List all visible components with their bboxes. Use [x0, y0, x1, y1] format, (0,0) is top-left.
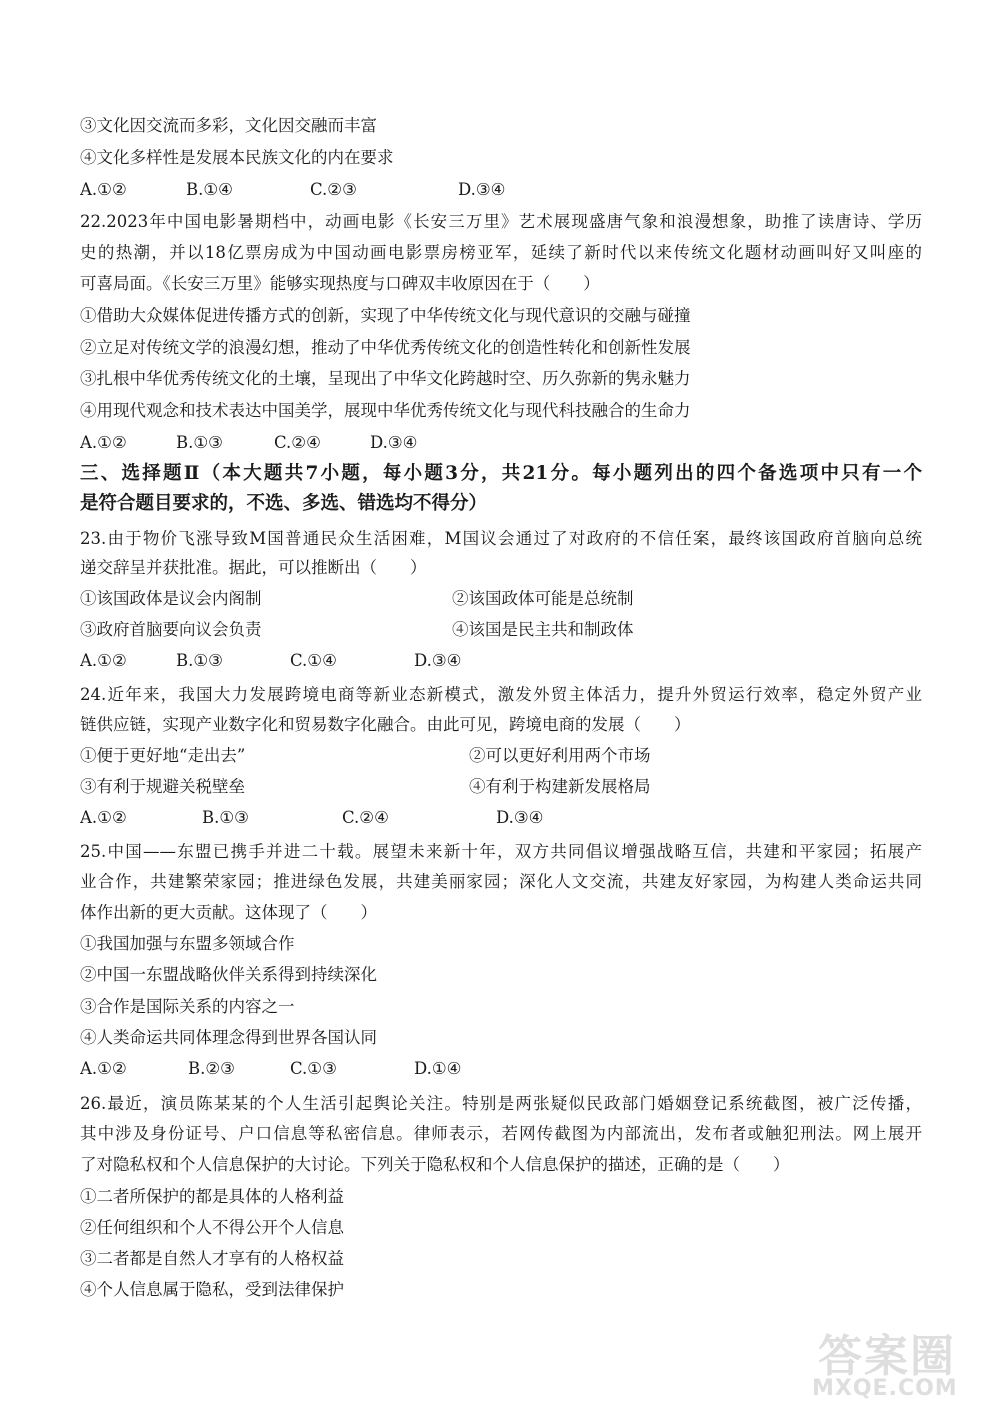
q22-stem-line-3: 可喜局面。《长安三万里》能够实现热度与口碑双丰收原因在于（ ） [80, 274, 600, 293]
q25-item-2: ②中国一东盟战略伙伴关系得到持续深化 [80, 965, 377, 984]
option-d: D.③④ [458, 180, 506, 199]
q24-items-row-2 [80, 776, 922, 802]
q25-item-4: ④人类命运共同体理念得到世界各国认同 [80, 1028, 377, 1047]
option-c: C.②④ [274, 433, 321, 452]
q22-stem-line-1: 22.2023年中国电影暑期档中，动画电影《长安三万里》艺术展现盛唐气象和浪漫想象，助推了读唐诗、学历 [80, 212, 922, 231]
q25-item-3: ③合作是国际关系的内容之一 [80, 997, 295, 1016]
q23-stem-line-1: 23.由于物价飞涨导致M国普通民众生活困难，M国议会通过了对政府的不信任案，最终该国政府首脑向总统 [80, 529, 922, 548]
q22-item-1: ①借助大众媒体促进传播方式的创新，实现了中华传统文化与现代意识的交融与碰撞 [80, 306, 691, 325]
q23-items-row-2 [80, 619, 922, 645]
q22-stem-line-2: 史的热潮，并以18亿票房成为中国动画电影票房榜亚军，延续了新时代以来传统文化题材动画叫好又叫座的 [80, 243, 922, 262]
q23-stem-line-2: 递交辞呈并获批准。据此，可以推断出（ ） [80, 558, 427, 577]
q22-item-4: ④用现代观念和技术表达中国美学，展现中华优秀传统文化与现代科技融合的生命力 [80, 401, 691, 420]
q22-item-2: ②立足对传统文学的浪漫幻想，推动了中华优秀传统文化的创造性转化和创新性发展 [80, 338, 691, 357]
q23-options [80, 650, 922, 676]
q24-stem-line-1: 24.近年来，我国大力发展跨境电商等新业态新模式，激发外贸主体活力，提升外贸运行效率，稳定外贸产业 [80, 685, 922, 704]
option-b: B.①④ [186, 180, 233, 199]
option-b: B.①③ [176, 433, 223, 452]
q25-stem-line-1: 25.中国——东盟已携手并进二十载。展望未来新十年，双方共同倡议增强战略互信，共建和平家园；拓展产 [80, 842, 922, 861]
q25-item-1: ①我国加强与东盟多领域合作 [80, 934, 295, 953]
q24-options [80, 807, 922, 833]
q24-item-3: ③有利于规避关税壁垒 [80, 777, 245, 796]
section-3-heading-line-1: 三、选择题Ⅱ（本大题共7小题，每小题3分，共21分。每小题列出的四个备选项中只有一个 [80, 463, 922, 484]
watermark-text: 答案圈 [818, 1331, 956, 1382]
q21-options [80, 179, 922, 205]
option-a: A.①② [80, 433, 127, 452]
watermark-logo [800, 1320, 990, 1408]
q26-item-4: ④个人信息属于隐私，受到法律保护 [80, 1280, 344, 1299]
option-b: B.①③ [176, 651, 223, 670]
q21-item-3: ③文化因交流而多彩，文化因交融而丰富 [80, 116, 377, 135]
q22-options [80, 432, 922, 458]
option-c: C.②③ [310, 180, 357, 199]
watermark-url: MXQE.COM [812, 1376, 958, 1401]
section-3-heading-line-2: 是符合题目要求的，不选、多选、错选均不得分） [80, 493, 488, 514]
q24-item-2: ②可以更好利用两个市场 [469, 746, 651, 765]
q26-stem-line-1: 26.最近，演员陈某某的个人生活引起舆论关注。特别是两张疑似民政部门婚姻登记系统截图，被广泛传播， [80, 1094, 922, 1113]
q23-item-2: ②该国政体可能是总统制 [452, 589, 634, 608]
option-d: D.③④ [496, 808, 544, 827]
q24-items-row-1 [80, 745, 922, 771]
q26-item-1: ①二者所保护的都是具体的人格利益 [80, 1187, 344, 1206]
option-a: A.①② [80, 180, 127, 199]
option-b: B.①③ [202, 808, 249, 827]
q25-options [80, 1058, 922, 1084]
option-a: A.①② [80, 808, 127, 827]
option-c: C.①④ [290, 651, 337, 670]
q21-item-4: ④文化多样性是发展本民族文化的内在要求 [80, 148, 394, 167]
q23-item-3: ③政府首脑要向议会负责 [80, 620, 262, 639]
q25-stem-line-2: 业合作，共建繁荣家园；推进绿色发展，共建美丽家园；深化人文交流，共建友好家园，为构建人类命运共同 [80, 872, 922, 891]
option-a: A.①② [80, 651, 127, 670]
q26-item-2: ②任何组织和个人不得公开个人信息 [80, 1218, 344, 1237]
option-c: C.②④ [342, 808, 389, 827]
q26-stem-line-2: 其中涉及身份证号、户口信息等私密信息。律师表示，若网传截图为内部流出，发布者或触犯刑法。网上展开 [80, 1124, 922, 1143]
q26-item-3: ③二者都是自然人才享有的人格权益 [80, 1249, 344, 1268]
q24-stem-line-2: 链供应链，实现产业数字化和贸易数字化融合。由此可见，跨境电商的发展（ ） [80, 715, 691, 734]
q26-stem-line-3: 了对隐私权和个人信息保护的大讨论。下列关于隐私权和个人信息保护的描述，正确的是（ ） [80, 1155, 790, 1174]
option-d: D.③④ [370, 433, 418, 452]
q22-item-3: ③扎根中华优秀传统文化的土壤，呈现出了中华文化跨越时空、历久弥新的隽永魅力 [80, 369, 691, 388]
option-c: C.①③ [290, 1059, 337, 1078]
q24-item-4: ④有利于构建新发展格局 [469, 777, 651, 796]
option-d: D.③④ [414, 651, 462, 670]
q23-items-row-1 [80, 588, 922, 614]
q24-item-1: ①便于更好地“走出去” [80, 746, 246, 765]
option-a: A.①② [80, 1059, 127, 1078]
option-d: D.①④ [414, 1059, 462, 1078]
q25-stem-line-3: 体作出新的更大贡献。这体现了（ ） [80, 903, 377, 922]
option-b: B.②③ [188, 1059, 235, 1078]
q23-item-1: ①该国政体是议会内阁制 [80, 589, 262, 608]
q23-item-4: ④该国是民主共和制政体 [452, 620, 634, 639]
